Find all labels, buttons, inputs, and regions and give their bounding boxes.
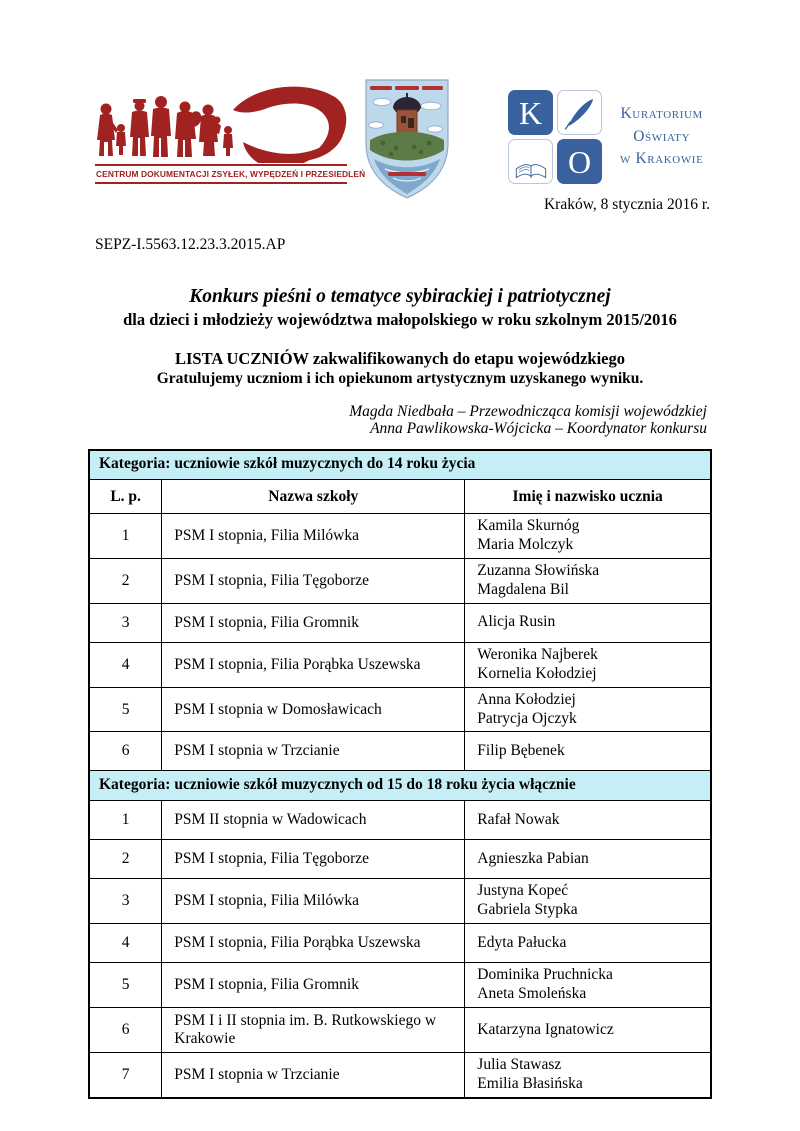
student-names — [465, 732, 711, 771]
table-row — [89, 732, 711, 771]
student-name: Anna Kołodziej — [477, 690, 576, 708]
table-row — [89, 879, 711, 924]
kuratorium-logo-text — [620, 103, 703, 170]
quill-icon — [557, 90, 602, 135]
student-name: Katarzyna Ignatowicz — [477, 1020, 614, 1038]
student-name: Patrycja Ojczyk — [477, 709, 577, 727]
table-row — [89, 801, 711, 840]
category-header: Kategoria: uczniowie szkół muzycznych do 14 roku życia — [89, 450, 711, 480]
kuratorium-line: w Krakowie — [620, 150, 704, 168]
table-row — [89, 642, 711, 687]
school-name: PSM I stopnia, Filia Porąbka Uszewska — [162, 642, 465, 687]
row-number: 4 — [89, 642, 162, 687]
document-header — [0, 0, 800, 222]
table-row — [89, 840, 711, 879]
student-names — [465, 559, 711, 604]
row-number: 6 — [89, 732, 162, 771]
kuratorium-line: Kuratorium — [620, 105, 703, 123]
student-names — [465, 801, 711, 840]
student-name: Weronika Najberek — [477, 645, 598, 663]
row-number: 7 — [89, 1053, 162, 1098]
student-name: Filip Bębenek — [477, 742, 565, 760]
row-number: 4 — [89, 924, 162, 963]
kuratorium-line: Oświaty — [633, 127, 691, 145]
congratulations-line: Gratulujemy uczniom i ich opiekunom artystycznym uzyskanego wyniku. — [156, 370, 644, 387]
reference-number: SEPZ-I.5563.12.23.3.2015.AP — [95, 236, 286, 253]
row-number: 2 — [89, 840, 162, 879]
student-name: Julia Stawasz — [477, 1056, 562, 1074]
open-book-icon — [508, 139, 553, 184]
row-number: 2 — [89, 559, 162, 604]
table-row — [89, 603, 711, 642]
school-name: PSM I stopnia, Filia Milówka — [162, 514, 465, 559]
student-names — [465, 1053, 711, 1098]
table-row — [89, 687, 711, 732]
kuratorium-logo — [508, 90, 703, 184]
table-row — [89, 1008, 711, 1053]
student-name: Aneta Smoleńska — [477, 985, 587, 1003]
student-names — [465, 963, 711, 1008]
centrum-dokumentacji-logo — [95, 85, 366, 184]
table-row — [89, 559, 711, 604]
student-names — [465, 687, 711, 732]
school-name: PSM I stopnia, Filia Tęgoborze — [162, 840, 465, 879]
centrum-logo-caption: CENTRUM DOKUMENTACJI ZSYŁEK, WYPĘDZEŃ I PRZESIEDLEŃ — [95, 164, 347, 184]
student-name: Emilia Błasińska — [477, 1075, 583, 1092]
row-number: 3 — [89, 879, 162, 924]
school-name: PSM I i II stopnia im. B. Rutkowskiego w Krakowie — [162, 1008, 465, 1053]
row-number: 3 — [89, 603, 162, 642]
student-name: Alicja Rusin — [477, 613, 556, 631]
school-name: PSM I stopnia, Filia Milówka — [162, 879, 465, 924]
student-names — [465, 514, 711, 559]
row-number: 5 — [89, 963, 162, 1008]
category-header: Kategoria: uczniowie szkół muzycznych od 15 do 18 roku życia włącznie — [89, 771, 711, 801]
student-names — [465, 840, 711, 879]
row-number: 1 — [89, 801, 162, 840]
school-name: PSM I stopnia, Filia Tęgoborze — [162, 559, 465, 604]
table-row — [89, 963, 711, 1008]
school-name: PSM II stopnia w Wadowicach — [162, 801, 465, 840]
student-name: Dominika Pruchnicka — [477, 966, 613, 984]
student-names — [465, 879, 711, 924]
school-crest-icon — [363, 77, 451, 201]
column-header: Nazwa szkoły — [162, 480, 465, 514]
table-row — [89, 514, 711, 559]
results-table-body — [89, 450, 711, 1098]
category-row — [89, 771, 711, 801]
deportees-silhouettes-icon — [95, 85, 347, 163]
category-row — [89, 450, 711, 480]
table-row — [89, 1053, 711, 1098]
student-name: Rafał Nowak — [477, 811, 560, 829]
date-line: Kraków, 8 stycznia 2016 r. — [543, 196, 710, 213]
document-title: Konkurs pieśni o tematyce sybirackiej i patriotycznej — [189, 286, 611, 307]
student-name: Kamila Skurnóg — [477, 517, 580, 535]
school-crest-emblem — [363, 77, 451, 201]
school-name: PSM I stopnia, Filia Gromnik — [162, 603, 465, 642]
row-number: 6 — [89, 1008, 162, 1053]
ko-monogram — [508, 90, 602, 184]
school-name: PSM I stopnia, Filia Gromnik — [162, 963, 465, 1008]
signature-line: Magda Niedbała – Przewodnicząca komisji wojewódzkiej — [349, 403, 707, 420]
school-name: PSM I stopnia w Domosławicach — [162, 687, 465, 732]
student-name: Justyna Kopeć — [477, 882, 569, 900]
student-names — [465, 924, 711, 963]
column-header: Imię i nazwisko ucznia — [465, 480, 711, 514]
document-subtitle: dla dzieci i młodzieży województwa małopolskiego w roku szkolnym 2015/2016 — [123, 310, 677, 329]
school-name: PSM I stopnia w Trzcianie — [162, 1053, 465, 1098]
signatures-block — [0, 403, 707, 438]
student-name: Kornelia Kołodziej — [477, 664, 597, 682]
student-name: Magdalena Bil — [477, 580, 569, 598]
table-row — [89, 924, 711, 963]
results-table-wrapper — [88, 449, 712, 1099]
student-name: Agnieszka Pabian — [477, 850, 589, 868]
signature-line: Anna Pawlikowska-Wójcicka – Koordynator konkursu — [370, 420, 707, 438]
row-number: 5 — [89, 687, 162, 732]
row-number: 1 — [89, 514, 162, 559]
student-name: Maria Molczyk — [477, 536, 574, 554]
results-table — [88, 449, 712, 1099]
school-name: PSM I stopnia, Filia Porąbka Uszewska — [162, 924, 465, 963]
ko-letter-k: K — [508, 90, 553, 135]
student-name: Zuzanna Słowińska — [477, 562, 600, 580]
student-names — [465, 603, 711, 642]
list-heading: LISTA UCZNIÓW zakwalifikowanych do etapu wojewódzkiego — [175, 349, 625, 368]
student-name: Gabriela Stypka — [477, 901, 578, 919]
student-names — [465, 1008, 711, 1053]
school-name: PSM I stopnia w Trzcianie — [162, 732, 465, 771]
column-header-row — [89, 480, 711, 514]
ko-letter-o: O — [557, 139, 602, 184]
student-names — [465, 642, 711, 687]
column-header: L. p. — [89, 480, 162, 514]
student-name: Edyta Pałucka — [477, 933, 567, 951]
